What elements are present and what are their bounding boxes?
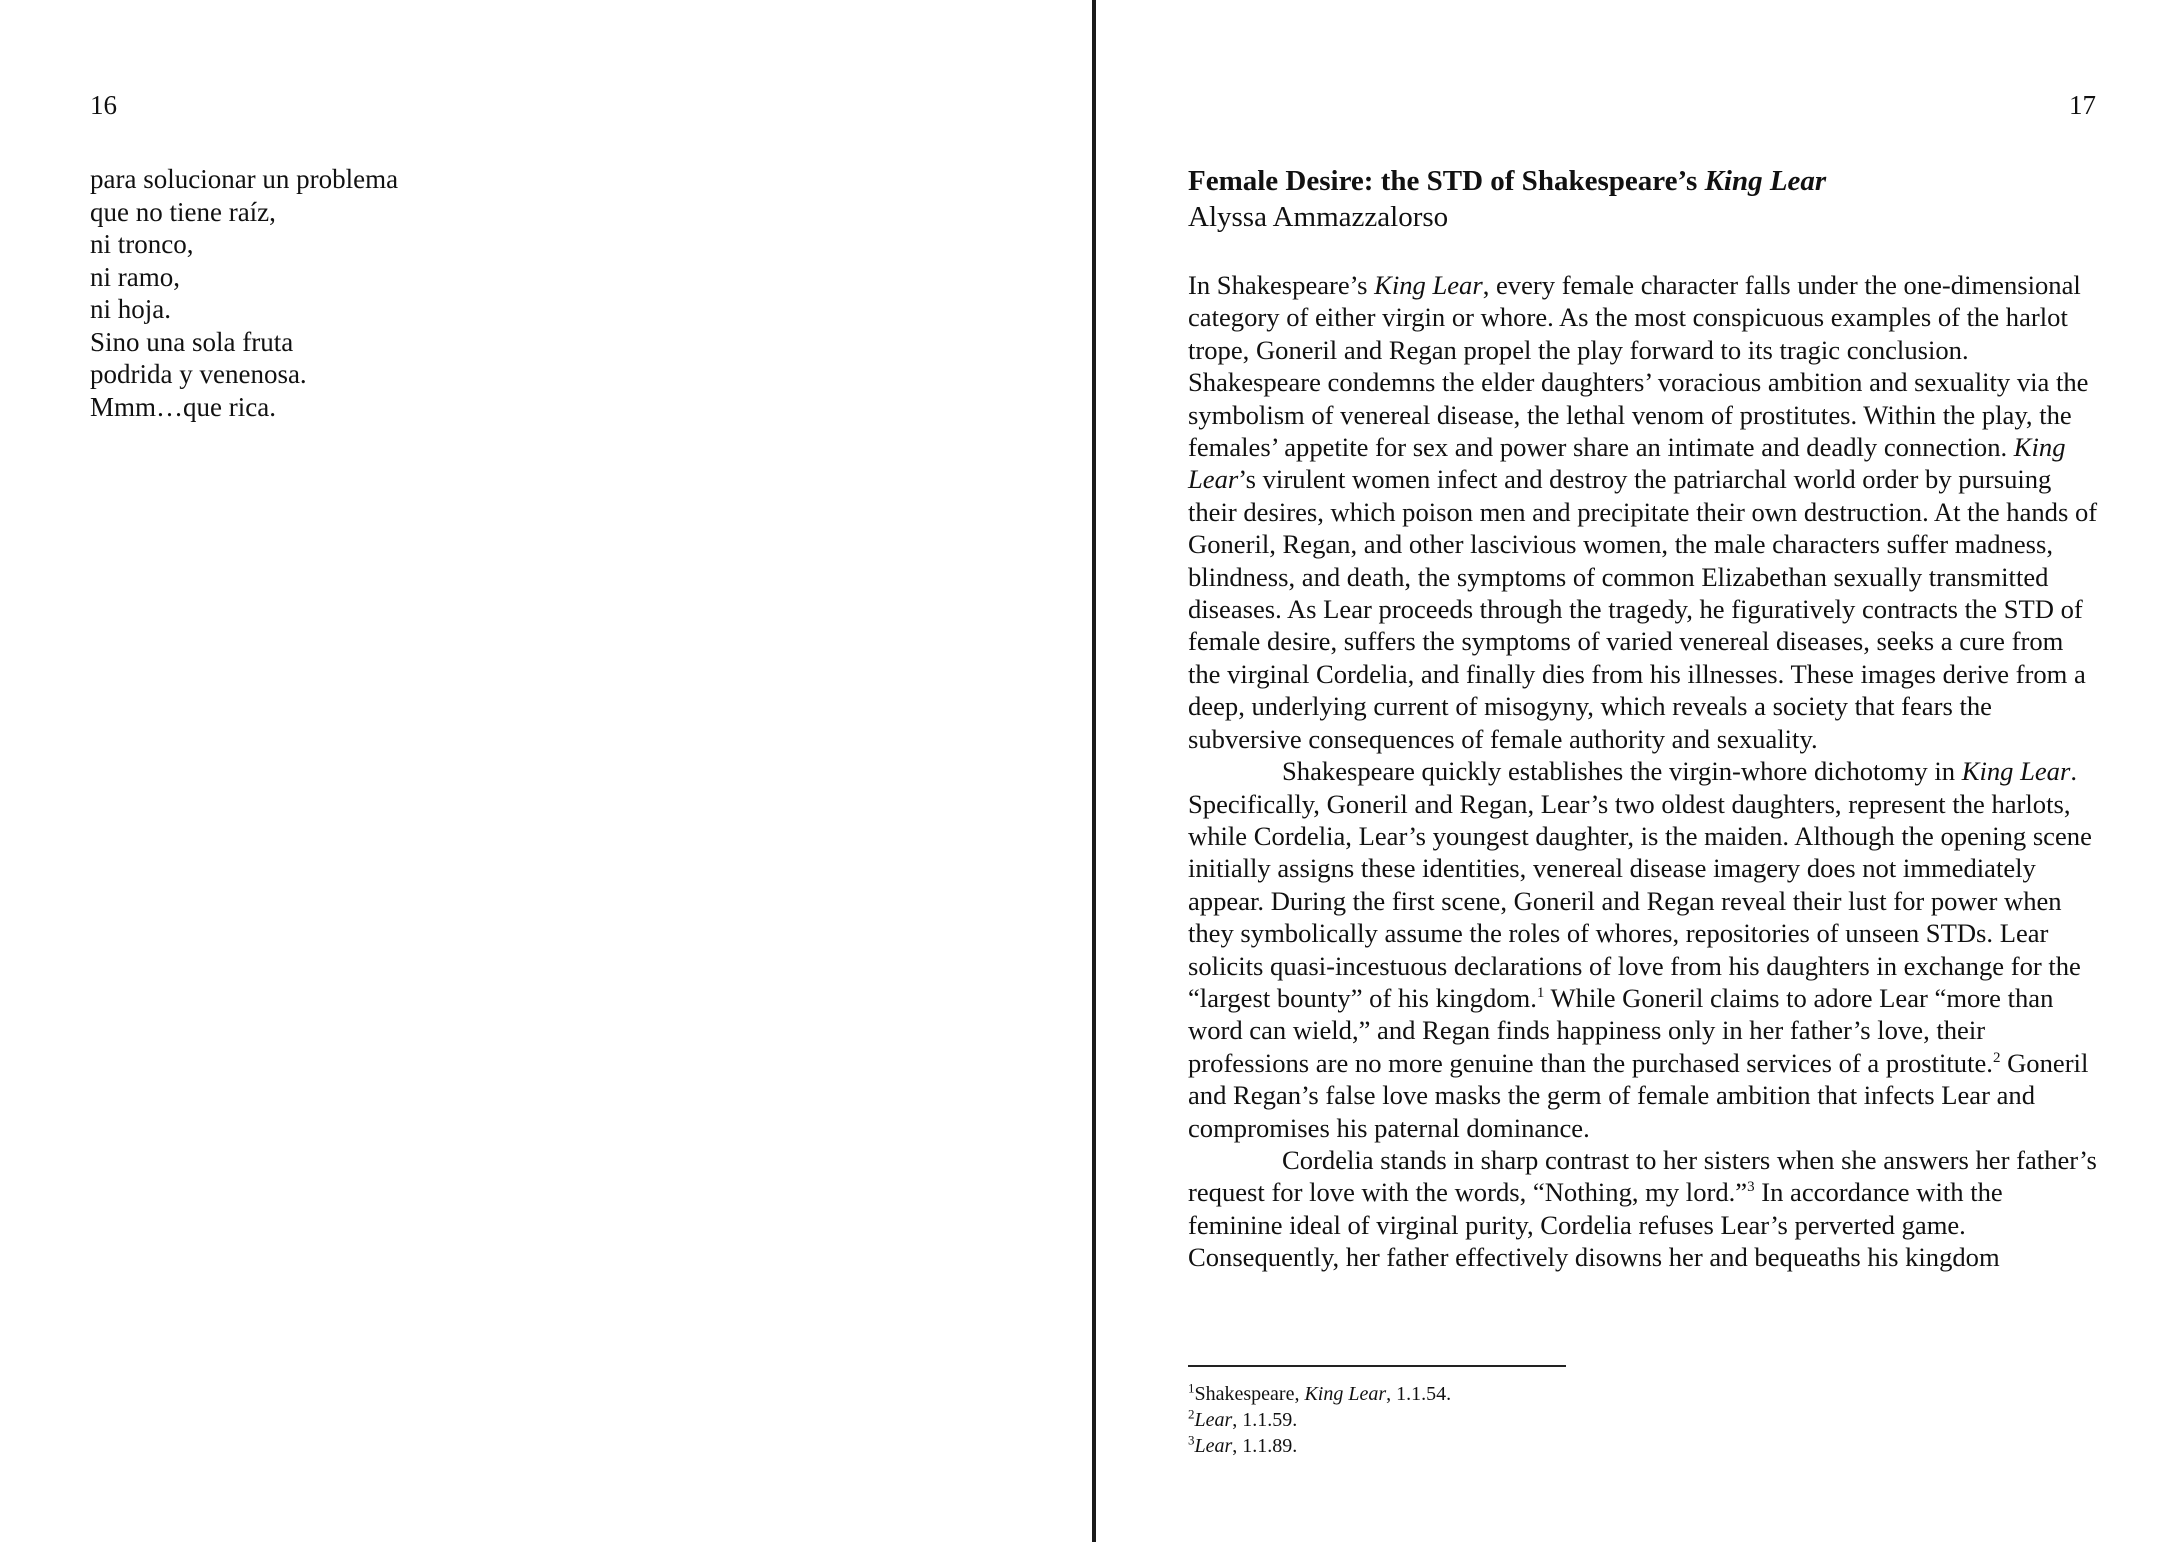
footnote-item <box>1188 1381 1451 1407</box>
poem-line: ni hoja. <box>90 294 171 324</box>
play-title: King Lear <box>1961 756 2071 787</box>
footnote-mark: 2 <box>1188 1406 1195 1422</box>
footnote-mark: 1 <box>1188 1380 1195 1396</box>
paragraph-2 <box>1188 755 2100 1144</box>
paragraph-1 <box>1188 269 2100 755</box>
poem-line: ni ramo, <box>90 261 180 292</box>
poem-line: que no tiene raíz, <box>90 196 276 227</box>
footnote-item <box>1188 1407 1451 1433</box>
right-page <box>1096 0 2180 1542</box>
footnote-italic: King Lear <box>1304 1383 1387 1405</box>
poem-line: Sino una sola fruta <box>90 326 294 357</box>
footnote-text: , 1.1.89. <box>1232 1435 1298 1457</box>
footnote-reference[interactable]: 2 <box>1992 1049 2001 1066</box>
poem-line: Mmm…que rica. <box>90 391 276 422</box>
page-number: 16 <box>90 90 117 120</box>
article-author: Alyssa Ammazzalorso <box>1188 201 1449 233</box>
poem <box>90 163 398 423</box>
paragraph-text: , every female character falls under the one-dimensional category of either virgin or whore. As the most conspicuous examples of the harlot trope, Goneril and Regan propel the play forward to its tragic conclusion. Shakespeare condemns the elder daughters’ voracious ambition and sexuality via the symbolism of venereal disease, the lethal venom of prostitutes. Within the play, the females’ appetite for sex and power share an intimate and deadly connection. <box>1188 270 2089 463</box>
paragraph-text: In Shakespeare’s <box>1188 270 1375 300</box>
article <box>1188 163 2100 1274</box>
paragraph-text: Goneril and Regan’s false love masks the germ of female ambition that infects Lear and compromises his paternal dominance. <box>1188 1047 2089 1143</box>
footnote-italic: Lear <box>1194 1409 1233 1431</box>
paragraph-text: While Goneril claims to adore Lear “more than word can wield,” and Regan finds happiness only in her father’s love, their professions are no more genuine than the purchased services of a prostitute. <box>1188 982 2054 1078</box>
paragraph-text: In accordance with the feminine ideal of virginal purity, Cordelia refuses Lear’s perverted game. Consequently, her father effectively disowns her and bequeaths his kingdom <box>1188 1177 2003 1273</box>
footnote-divider <box>1188 1365 1566 1367</box>
paragraph-text: ’s virulent women infect and destroy the patriarchal world order by pursuing their desires, which poison men and precipitate their own destruction. At the hands of Goneril, Regan, and other lascivious women, the male characters suffer madness, blindness, and death, the symptoms of common Elizabethan sexually transmitted diseases. As Lear proceeds through the tragedy, he figuratively contracts the STD of female desire, suffers the symptoms of varied venereal diseases, seeks a cure from the virginal Cordelia, and finally dies from his illnesses. These images derive from a deep, underlying current of misogyny, which reveals a society that fears the subversive consequences of female authority and sexuality. <box>1188 464 2098 754</box>
paragraph-text: Cordelia stands in sharp contrast to her sisters when she answers her father’s request for love with the words, “Nothing, my lord.” <box>1188 1144 2097 1208</box>
footnote-mark: 3 <box>1188 1432 1195 1448</box>
footnote-text: , 1.1.59. <box>1232 1409 1298 1431</box>
paragraph-3 <box>1188 1144 2100 1274</box>
footnote-reference[interactable]: 3 <box>1747 1179 1755 1196</box>
footnote-reference[interactable]: 1 <box>1536 985 1545 1002</box>
page-number: 17 <box>2069 90 2096 120</box>
article-title <box>1188 163 2100 199</box>
paragraph-text: . Specifically, Goneril and Regan, Lear’s two oldest daughters, represent the harlots, while Cordelia, Lear’s youngest daughter, is the maiden. Although the opening scene initially assigns these identities, venereal disease imagery does not immediately appear. During the first scene, Goneril and Regan reveal their lust for power when they symbolically assume the roles of whores, repositories of unseen STDs. Lear solicits quasi-incestuous declarations of love from his daughters in exchange for the “largest bounty” of his kingdom. <box>1188 756 2092 1013</box>
footnotes <box>1188 1381 1451 1459</box>
footnote-italic: Lear <box>1194 1435 1233 1457</box>
footnote-item <box>1188 1433 1451 1459</box>
poem-line: ni tronco, <box>90 229 194 259</box>
footnote-text: , 1.1.54. <box>1386 1383 1452 1405</box>
title-italic: King Lear <box>1704 165 1827 197</box>
play-title: King Lear <box>1188 432 2066 495</box>
poem-line: para solucionar un problema <box>90 164 399 194</box>
play-title: King Lear <box>1374 270 1483 300</box>
footnote-text: Shakespeare, <box>1194 1383 1305 1405</box>
paragraph-text: Shakespeare quickly establishes the virgin-whore dichotomy in <box>1282 756 1962 787</box>
title-text: Female Desire: the STD of Shakespeare’s <box>1188 165 1705 197</box>
poem-line: podrida y venenosa. <box>90 359 307 389</box>
